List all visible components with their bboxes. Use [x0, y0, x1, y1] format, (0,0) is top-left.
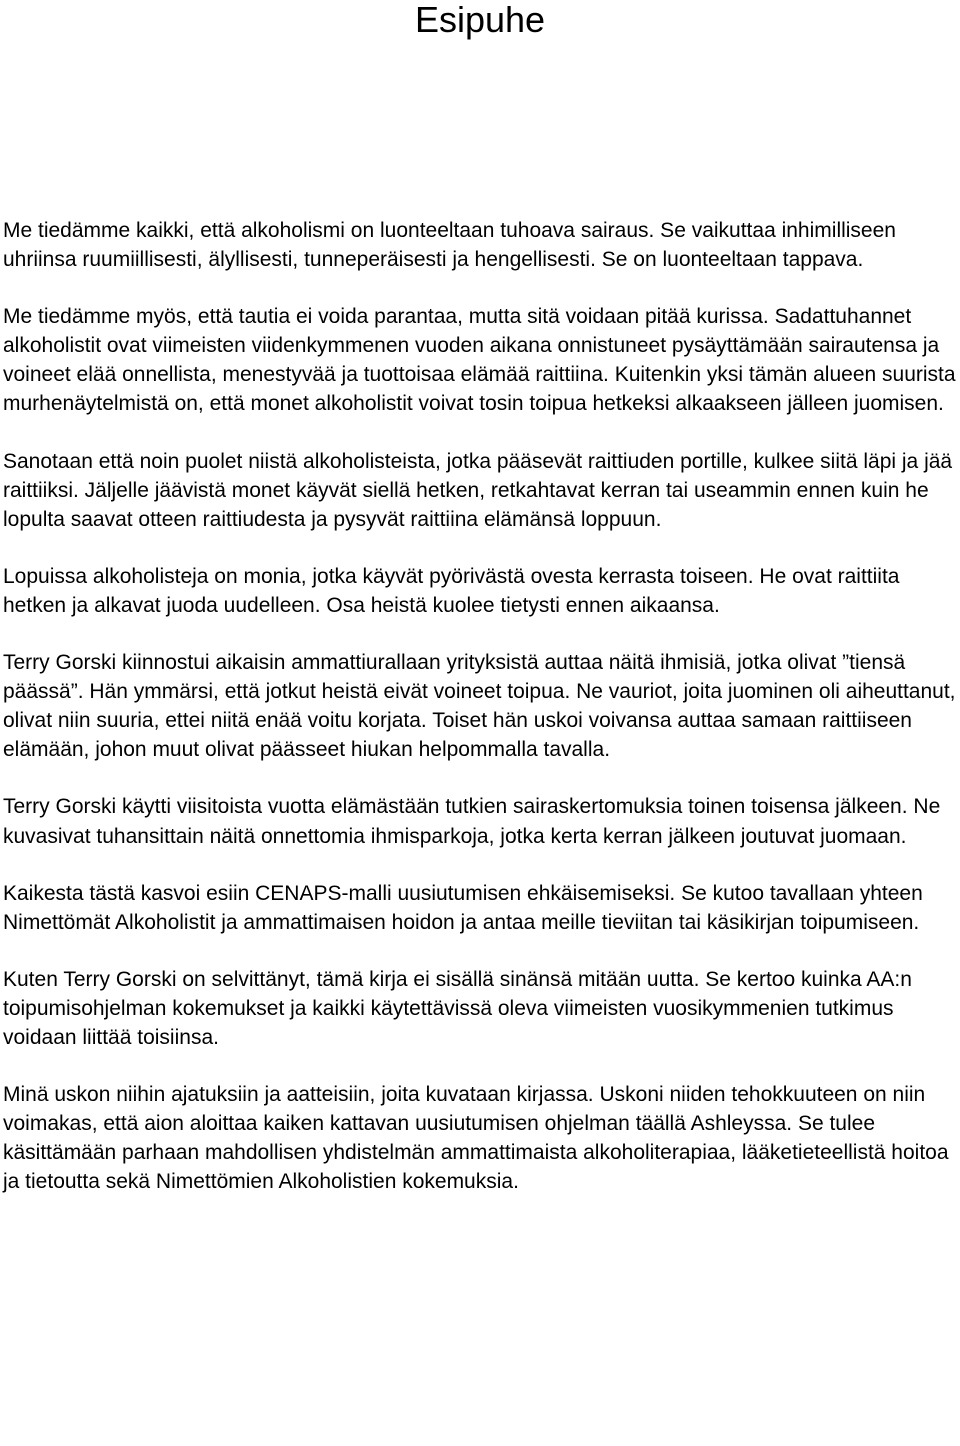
paragraph-8: Kuten Terry Gorski on selvittänyt, tämä kirja ei sisällä sinänsä mitään uutta. Se kertoo kuinka AA:n toipumisohjelman kokemukset ja kaikki käytettävissä oleva viimeisten vuosikymmenien tutkimus voidaan liittää toisiinsa. [3, 967, 912, 1049]
page-title: Esipuhe [414, 0, 546, 40]
paragraph-2: Me tiedämme myös, että tautia ei voida parantaa, mutta sitä voidaan pitää kurissa. Sadattuhannet alkoholistit ovat viimeisten viidenkymmenen vuoden aikana onnistuneet pysäyttämään sairautensa ja voineet elää onnellista, menestyvää ja tuottoisaa elämää raittiina. Kuitenkin yksi tämän alueen suurista murhenäytelmistä on, että monet alkoholistit voivat tosin toipua hetkeksi alkaakseen jälleen juomisen. [3, 305, 956, 416]
paragraph-7: Kaikesta tästä kasvoi esiin CENAPS-malli uusiutumisen ehkäisemiseksi. Se kutoo tavallaan yhteen Nimettömät Alkoholistit ja ammattimaisen hoidon ja antaa meille tieviitan tai käsikirjan toipumiseen. [3, 881, 923, 934]
paragraph-6: Terry Gorski käytti viisitoista vuotta elämästään tutkien sairaskertomuksia toinen toisensa jälkeen. Ne kuvasivat tuhansittain näitä onnettomia ihmisparkoja, jotka kerta kerran jälkeen joutuvat juomaan. [3, 795, 941, 848]
paragraph-3: Sanotaan että noin puolet niistä alkoholisteista, jotka pääsevät raittiuden portille, kulkee siitä läpi ja jää raittiiksi. Jäljelle jäävistä monet käyvät siellä hetken, retkahtavat kerran tai useammin ennen kuin he lopulta saavat otteen raittiudesta ja pysyvät raittiina elämänsä loppuun. [3, 449, 953, 531]
document-body [3, 216, 957, 1196]
paragraph-5: Terry Gorski kiinnostui aikaisin ammattiurallaan yrityksistä auttaa näitä ihmisiä, jotka olivat ”tiensä päässä”. Hän ymmärsi, että jotkut heistä eivät voineet toipua. Ne vauriot, joita juominen oli aiheuttanut, olivat niin suuria, ettei niitä enää voitu korjata. Toiset hän uskoi voivansa auttaa samaan raittiiseen elämään, johon muut olivat päässeet hiukan helpommalla tavalla. [3, 651, 956, 762]
paragraph-4: Lopuissa alkoholisteja on monia, jotka käyvät pyörivästä ovesta kerrasta toiseen. He ovat raittiita hetken ja alkavat juoda uudelleen. Osa heistä kuolee tietysti ennen aikaansa. [3, 564, 900, 617]
paragraph-1: Me tiedämme kaikki, että alkoholismi on luonteeltaan tuhoava sairaus. Se vaikuttaa inhimilliseen uhriinsa ruumiillisesti, älyllisesti, tunneperäisesti ja hengellisesti. Se on luonteeltaan tappava. [3, 219, 896, 272]
paragraph-9: Minä uskon niihin ajatuksiin ja aatteisiin, joita kuvataan kirjassa. Uskoni niiden tehokkuuteen on niin voimakas, että aion aloittaa kaiken kattavan uusiutumisen ohjelman täällä Ashleyssa. Se tulee käsittämään parhaan mahdollisen yhdistelmän ammattimaista alkoholiterapiaa, lääketieteellistä hoitoa ja tietoutta sekä Nimettömien Alkoholistien kokemuksia. [3, 1083, 949, 1194]
